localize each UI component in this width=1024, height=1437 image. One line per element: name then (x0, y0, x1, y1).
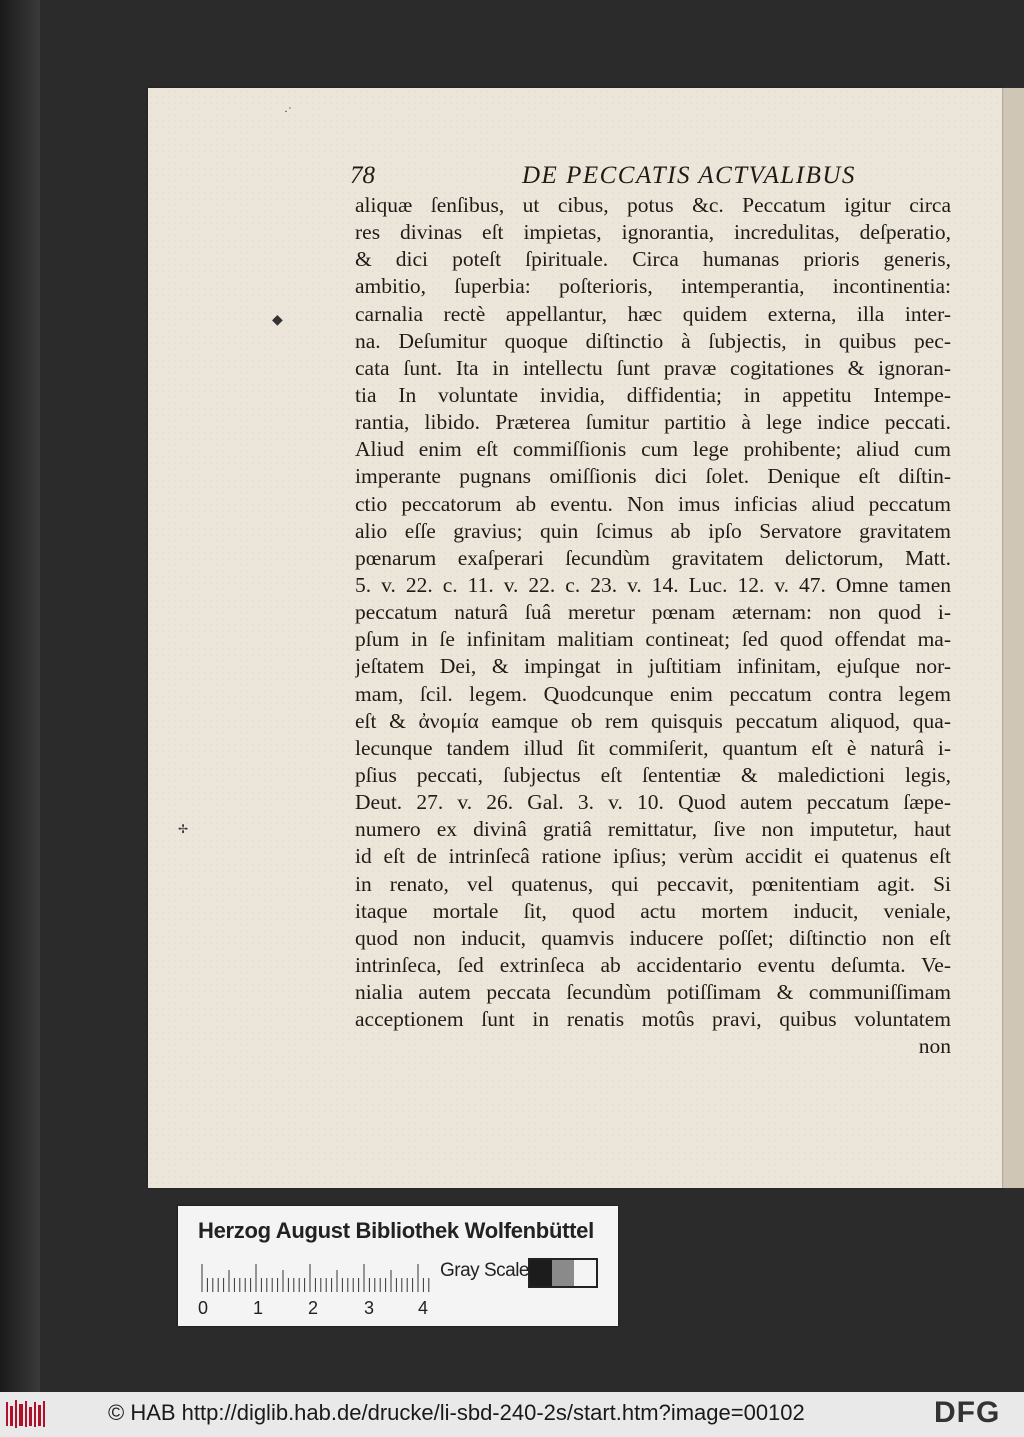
ruler-icon (200, 1262, 430, 1292)
text-line: mam, ſcil. legem. Quodcunque enim peccatum contra legem (355, 681, 951, 706)
body-text (355, 192, 951, 1061)
text-line: ambitio, ſuperbia: poſterioris, intemperantia, incontinentia: (355, 274, 951, 299)
footer-link[interactable]: © HAB http://diglib.hab.de/drucke/li-sbd-240-2s/start.htm?image=00102 (108, 1400, 805, 1425)
text-line: in renato, vel quatenus, qui peccavit, pœnitentiam agit. Si (355, 871, 951, 896)
dfg-logo: DFG (934, 1396, 1001, 1429)
text-line: rantia, libido. Præterea ſumitur partitio à lege indice peccati. (355, 410, 951, 435)
text-line: Deut. 27. v. 26. Gal. 3. v. 10. Quod autem peccatum ſæpe- (355, 790, 951, 815)
text-line: eſt & ἀνομία eamque ob rem quisquis peccatum aliquod, qua- (355, 708, 951, 733)
text-line: jeſtatem Dei, & impingat in juſtitiam infinitam, ejuſque nor- (355, 654, 951, 679)
text-line: itaque mortale ſit, quod actu mortem inducit, veniale, (355, 898, 951, 923)
catchword: non (918, 1034, 951, 1059)
text-line: pſum in ſe infinitam malitiam contineat; ſed quod offendat ma- (355, 627, 951, 652)
footer-bar (0, 1392, 1024, 1437)
ruler-number: 4 (418, 1298, 429, 1318)
text-line: & dici poteſt ſpirituale. Circa humanas prioris generis, (355, 247, 951, 272)
text-line: intrinſeca, ſed extrinſeca ab accidentario eventu deſumta. Ve- (355, 952, 951, 977)
ink-spot-mark: ◆ (272, 313, 283, 328)
book-spine (0, 0, 40, 1392)
text-line: nialia autem peccata ſecundùm potiſſimam & communiſſimam (355, 980, 951, 1005)
text-line: id eſt de intrinſecâ ratione ipſius; verùm accidit ei quatenus eſt (355, 844, 951, 869)
barcode-icon (4, 1398, 48, 1430)
text-line: quod non inducit, quamvis inducere poſſet; diſtinctio non eſt (355, 925, 951, 950)
text-line: tia In voluntate invidia, diffidentia; in appetitu Intempe- (355, 382, 951, 407)
text-line: cata ſunt. Ita in intellectu ſunt pravæ cogitationes & ignoran- (355, 355, 951, 380)
text-line: na. Deſumitur quoque diſtinctio à ſubjectis, in quibus pec- (355, 328, 951, 353)
text-line: Aliud enim eſt commiſſionis cum lege prohibente; aliud cum (355, 437, 951, 462)
text-line: ctio peccatorum ab eventu. Non imus inficias aliud peccatum (355, 491, 951, 516)
gray-swatch-segment (530, 1260, 552, 1286)
text-line: lecunque tandem illud ſit commiſerit, quantum eſt è naturâ i- (355, 735, 951, 760)
text-line: res divinas eſt impietas, ignorantia, incredulitas, deſperatio, (355, 220, 951, 245)
ruler-number: 1 (253, 1298, 264, 1318)
text-line: imperante pugnans omiſſionis dici ſolet. Denique eſt diſtin- (355, 464, 951, 489)
ink-spot-mark: ·˙ (284, 104, 292, 118)
text-line: aliquæ ſenſibus, ut cibus, potus &c. Peccatum igitur circa (355, 193, 951, 217)
gray-scale-swatch (528, 1258, 598, 1288)
scale-card (178, 1206, 618, 1326)
ink-spot-mark: ✢ (178, 822, 189, 836)
text-line: peccatum naturâ ſuâ meretur pœnam æternam: non quod i- (355, 600, 951, 625)
text-line: carnalia rectè appellantur, hæc quidem externa, illa inter- (355, 301, 951, 326)
card-title: Herzog August Bibliothek Wolfenbüttel (198, 1218, 594, 1243)
text-line: pœnarum exaſperari ſecundùm gravitatem delictorum, Matt. (355, 545, 951, 570)
text-line: acceptionem ſunt in renatis motûs pravi, quibus voluntatem (355, 1007, 951, 1032)
page-edge (1000, 88, 1024, 1188)
gray-scale-label: Gray Scale (440, 1260, 529, 1281)
gray-swatch-segment (552, 1260, 574, 1286)
running-head: DE PECCATIS ACTVALIBUS (522, 162, 856, 189)
text-line: 5. v. 22. c. 11. v. 22. c. 23. v. 14. Luc. 12. v. 47. Omne tamen (355, 572, 951, 597)
ruler-number: 2 (308, 1298, 319, 1318)
text-line: pſius peccati, ſubjectus eſt ſententiæ & maledictioni legis, (355, 762, 951, 787)
ruler-number: 0 (198, 1298, 209, 1318)
page-header (350, 162, 950, 192)
ruler-number: 3 (364, 1298, 375, 1318)
text-line: numero ex divinâ gratiâ remittatur, ſive non imputetur, haut (355, 817, 951, 842)
gray-swatch-segment (574, 1260, 596, 1286)
page-number: 78 (350, 162, 375, 189)
text-line: alio eſſe gravius; quin ſcimus ab ipſo Servatore gravitatem (355, 518, 951, 543)
